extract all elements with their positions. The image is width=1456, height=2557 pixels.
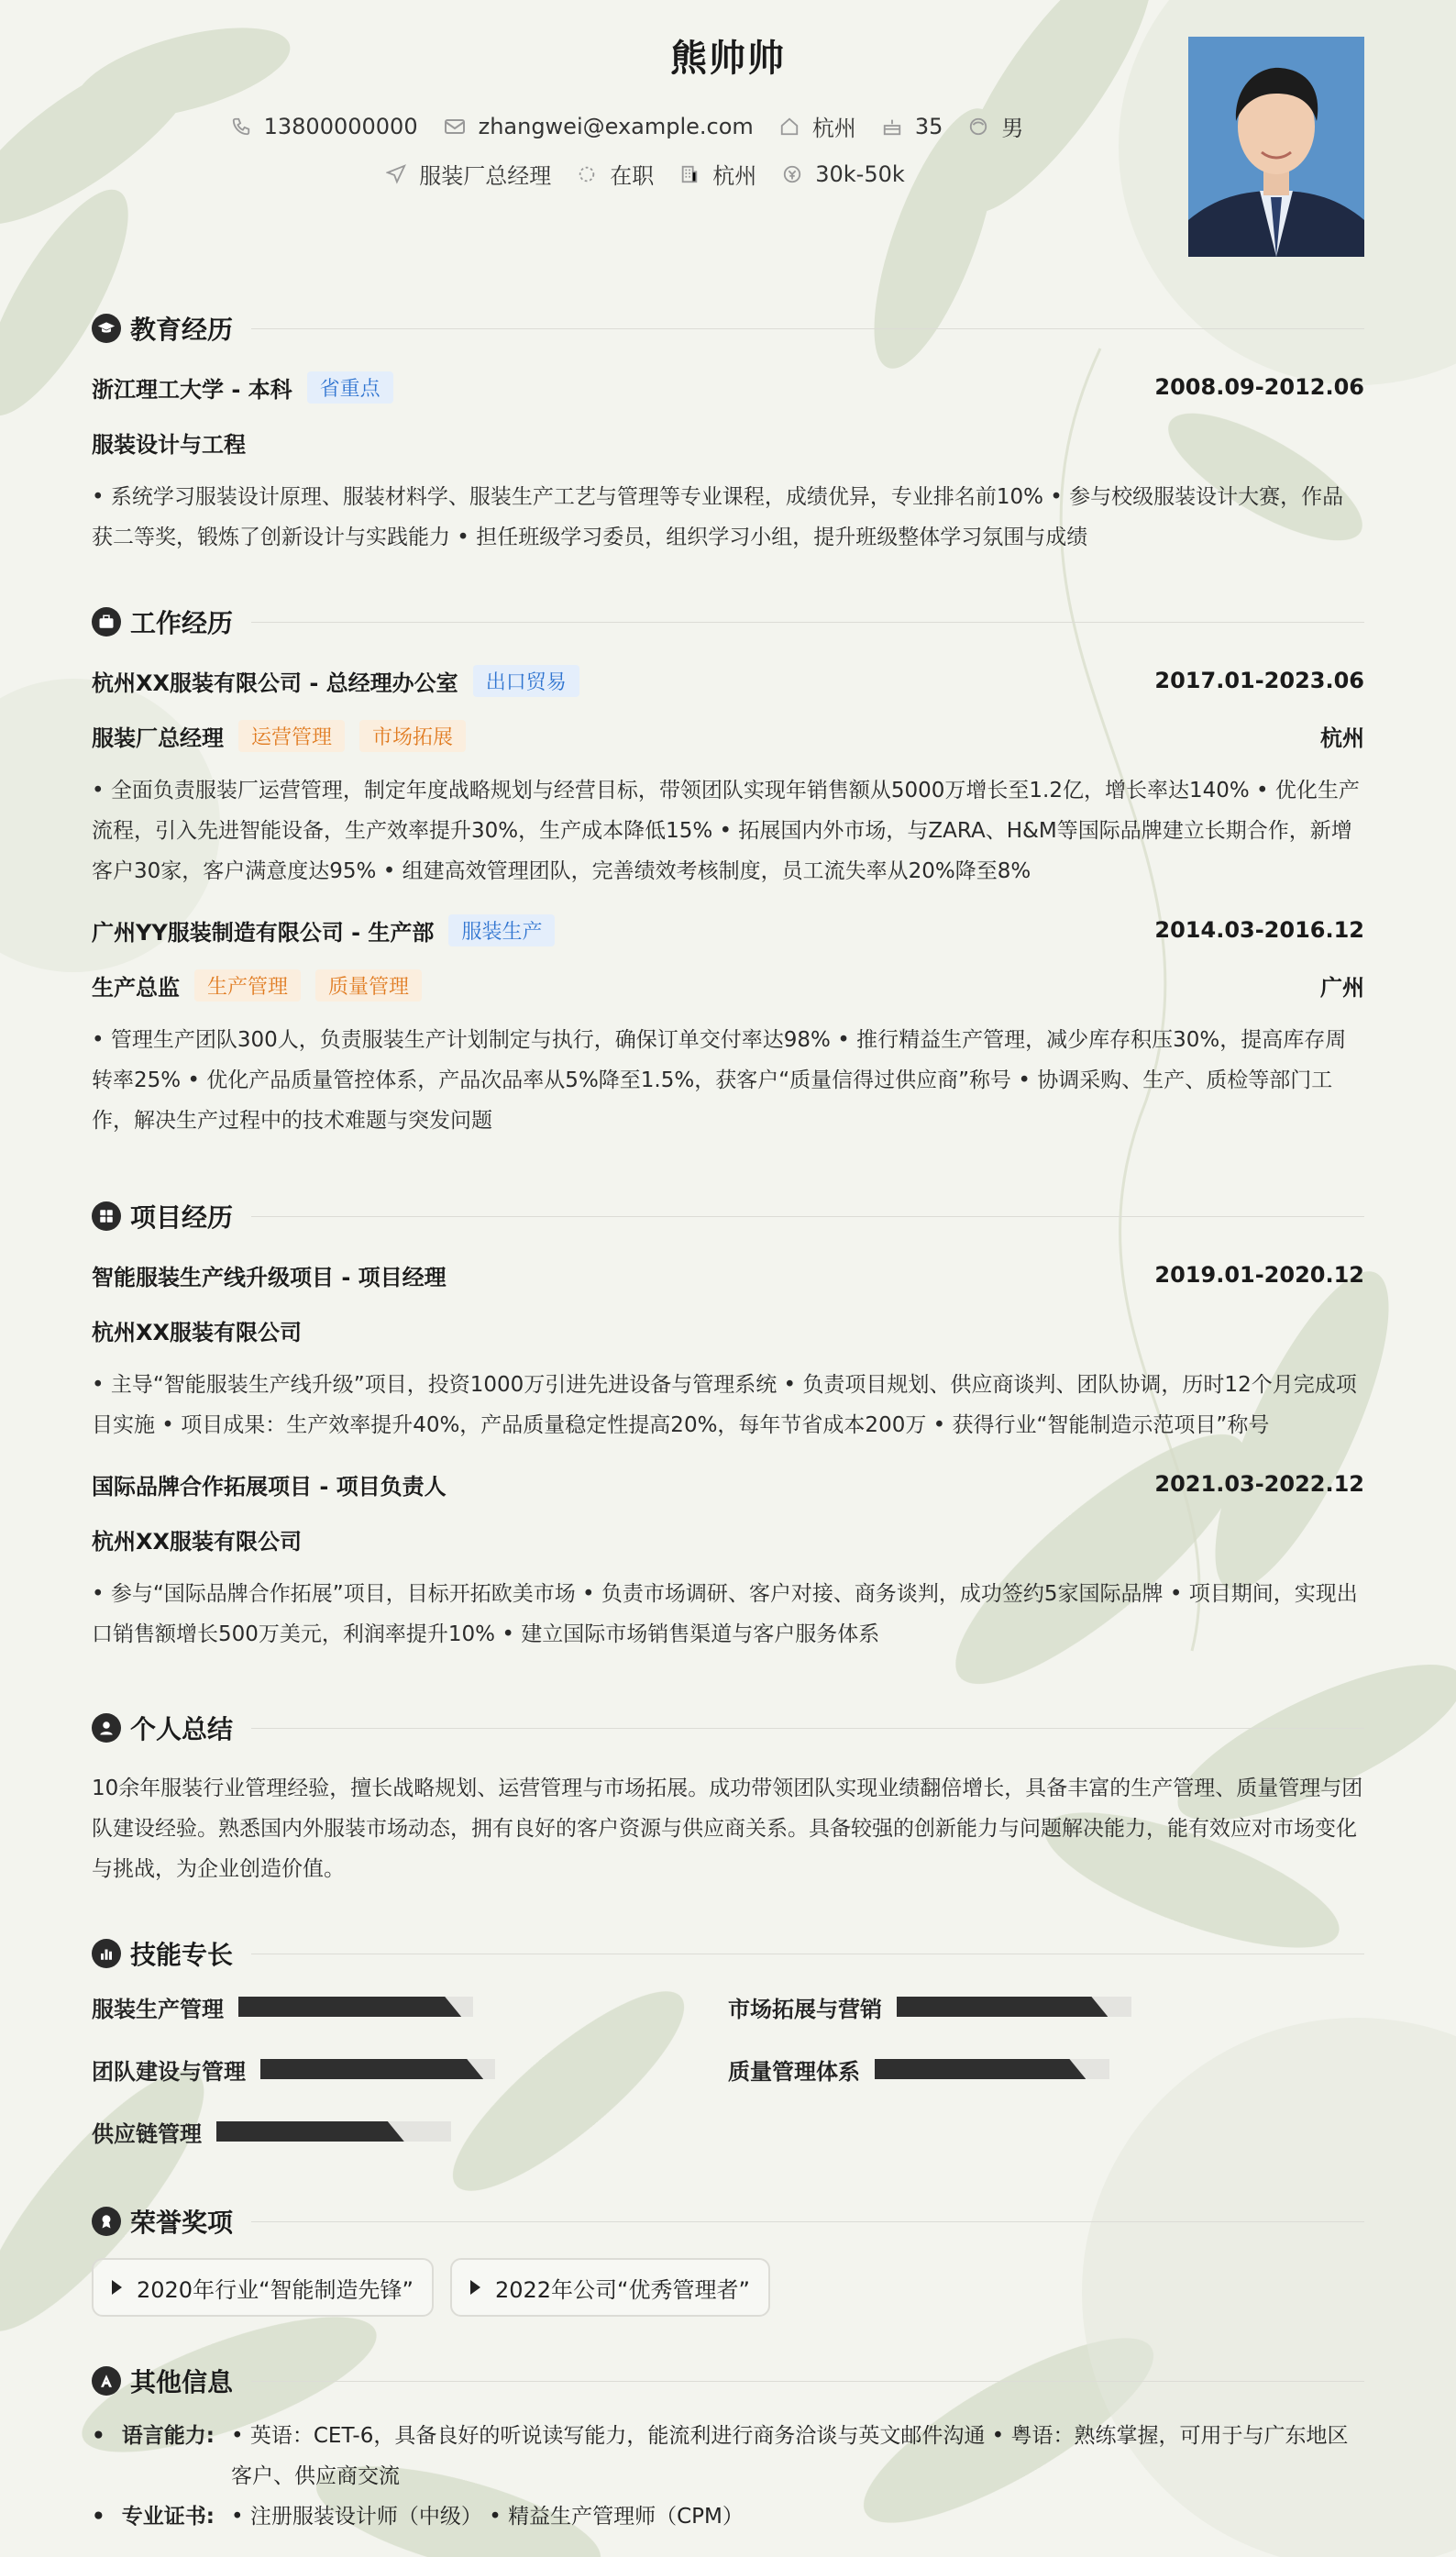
honors-list	[92, 2258, 1364, 2317]
status-info	[577, 158, 654, 190]
skill-bar-fill	[875, 2059, 1086, 2079]
money-icon	[782, 164, 802, 184]
position-name: 服装厂总经理	[92, 725, 224, 751]
skill-bar-fill	[260, 2059, 483, 2079]
skill-item	[92, 1987, 728, 2027]
other-label: • 专业证书:	[92, 2496, 231, 2537]
project-date: 2019.01-2020.12	[1154, 1262, 1364, 1288]
skills-title: 技能专长	[130, 1940, 234, 1970]
target-job-text: 服装厂总经理	[419, 163, 552, 189]
divider	[251, 328, 1364, 329]
skill-name: 市场拓展与营销	[728, 1996, 882, 2022]
company-name: 广州YY服装制造有限公司 - 生产部	[92, 919, 435, 946]
education-section-title	[92, 308, 1364, 349]
position-name: 生产总监	[92, 974, 180, 1001]
status-text: 在职	[610, 163, 655, 189]
work-city: 杭州	[1320, 725, 1364, 751]
play-triangle-icon	[112, 2280, 122, 2295]
work-city: 广州	[1320, 974, 1364, 1001]
summary-title: 个人总结	[130, 1714, 234, 1744]
project-description: • 主导“智能服装生产线升级”项目，投资1000万引进先进设备与管理系统 • 负责项目规划、供应商谈判、团队协调，历时12个月完成项目实施 • 项目成果：生产效率提升40%，产品质量稳定性提高20%，每年节省成本200万 • 获得行业“智能制造示范项目”称号	[92, 1373, 1357, 1437]
project-company-row	[92, 1519, 1364, 1559]
work-date: 2017.01-2023.06	[1154, 668, 1364, 693]
skill-item	[92, 2111, 728, 2152]
position-tag: 市场拓展	[359, 720, 466, 752]
other-item-certificate	[92, 2496, 1364, 2537]
skills-grid	[92, 1987, 1364, 2152]
project-name: 智能服装生产线升级项目 - 项目经理	[92, 1264, 447, 1290]
email-text: zhangwei@example.com	[478, 113, 754, 139]
other-label: • 语言能力:	[92, 2416, 231, 2496]
skill-bar-fill	[897, 1997, 1108, 2017]
work-title: 工作经历	[130, 608, 234, 638]
project-date: 2021.03-2022.12	[1154, 1471, 1364, 1497]
briefcase-icon	[92, 607, 121, 636]
education-major-row	[92, 422, 1364, 462]
position-tag: 质量管理	[315, 969, 422, 1002]
project-entry-header	[92, 1464, 1364, 1504]
work-position-row	[92, 715, 1364, 756]
skill-name: 团队建设与管理	[92, 2058, 246, 2085]
email-info	[444, 114, 754, 139]
work-entry-header	[92, 910, 1364, 950]
avatar-portrait-icon	[1188, 37, 1364, 257]
skills-section-title	[92, 1933, 1364, 1974]
other-section	[92, 2361, 1364, 2537]
loading-icon	[577, 164, 597, 184]
skill-bar	[238, 1997, 473, 2017]
phone-info	[231, 114, 418, 139]
divider	[251, 1216, 1364, 1217]
divider	[251, 2381, 1364, 2382]
work-section-title	[92, 602, 1364, 642]
skill-item	[728, 2049, 1364, 2089]
target-city-info	[679, 158, 756, 190]
honor-item	[450, 2258, 770, 2317]
work-section	[92, 602, 1364, 1141]
work-date: 2014.03-2016.12	[1154, 917, 1364, 943]
school-tag: 省重点	[307, 371, 393, 404]
skills-section	[92, 1933, 1364, 2152]
honor-item	[92, 2258, 434, 2317]
letter-a-icon	[92, 2366, 121, 2396]
projects-section-title	[92, 1196, 1364, 1236]
gender-icon	[968, 116, 988, 137]
cake-icon	[882, 116, 902, 137]
honors-section-title	[92, 2201, 1364, 2242]
company-tag: 服装生产	[448, 914, 555, 946]
phone-text: 13800000000	[263, 113, 418, 139]
contact-info-row	[0, 110, 1355, 142]
honors-section	[92, 2201, 1364, 2317]
phone-icon	[231, 116, 251, 137]
gender-info	[968, 110, 1023, 142]
salary-info	[782, 161, 905, 187]
target-job-info	[386, 158, 551, 190]
project-description: • 参与“国际品牌合作拓展”项目，目标开拓欧美市场 • 负责市场调研、客户对接、商务谈判，成功签约5家国际品牌 • 项目期间，实现出口销售额增长500万美元，利润率提升10% • 建立国际市场销售渠道与客户服务体系	[92, 1582, 1358, 1646]
skill-item	[728, 1987, 1364, 2027]
position-tag: 生产管理	[194, 969, 301, 1002]
skill-bar-fill	[216, 2121, 404, 2142]
other-text: • 注册服装设计师（中级） • 精益生产管理师（CPM）	[231, 2505, 744, 2529]
project-company: 杭州XX服装有限公司	[92, 1528, 303, 1555]
education-description: • 系统学习服装设计原理、服装材料学、服装生产工艺与管理等专业课程，成绩优异，专业排名前10% • 参与校级服装设计大赛，作品获二等奖，锻炼了创新设计与实践能力 • 担任班级学习委员，组织学习小组，提升班级整体学习氛围与成绩	[92, 485, 1344, 549]
building-icon	[679, 164, 700, 184]
grid-icon	[92, 1201, 121, 1231]
education-title: 教育经历	[130, 315, 234, 345]
gender-text: 男	[1001, 116, 1024, 141]
divider	[251, 2221, 1364, 2222]
work-entry-header	[92, 660, 1364, 701]
school-name: 浙江理工大学 - 本科	[92, 376, 292, 403]
honors-title: 荣誉奖项	[130, 2208, 234, 2238]
skill-bar	[216, 2121, 451, 2142]
work-description: • 管理生产团队300人，负责服装生产计划制定与执行，确保订单交付率达98% • 推行精益生产管理，减少库存积压30%，提高库存周转率25% • 优化产品质量管控体系，产品次品率从5%降至1.5%，获客户“质量信得过供应商”称号 • 协调采购、生产、质检等部门工作，解决生产过程中的技术难题与突发问题	[92, 1028, 1347, 1133]
play-triangle-icon	[470, 2280, 480, 2295]
award-icon	[92, 2207, 121, 2236]
skill-bar	[897, 1997, 1131, 2017]
skill-item	[92, 2049, 728, 2089]
skill-name: 服装生产管理	[92, 1996, 224, 2022]
summary-section	[92, 1708, 1364, 1889]
project-company: 杭州XX服装有限公司	[92, 1319, 303, 1345]
skill-bar	[875, 2059, 1109, 2079]
target-city-text: 杭州	[712, 163, 757, 189]
graduation-cap-icon	[92, 314, 121, 343]
company-tag: 出口贸易	[473, 665, 579, 697]
other-section-title	[92, 2361, 1364, 2401]
age-info	[882, 114, 943, 139]
project-entry-header	[92, 1255, 1364, 1295]
project-company-row	[92, 1310, 1364, 1350]
education-entry-header	[92, 367, 1364, 407]
skill-bar	[260, 2059, 495, 2079]
honor-text: 2022年公司“优秀管理者”	[494, 2276, 750, 2303]
project-name: 国际品牌合作拓展项目 - 项目负责人	[92, 1473, 447, 1500]
avatar	[1188, 37, 1364, 257]
skill-bar-fill	[238, 1997, 461, 2017]
summary-text: 10余年服装行业管理经验，擅长战略规划、运营管理与市场拓展。成功带领团队实现业绩翻倍增长，具备丰富的生产管理、质量管理与团队建设经验。熟悉国内外服装市场动态，拥有良好的客户资源与供应商关系。具备较强的创新能力与问题解决能力，能有效应对市场变化与挑战，为企业创造价值。	[92, 1777, 1363, 1881]
bar-chart-icon	[92, 1939, 121, 1968]
summary-section-title	[92, 1708, 1364, 1748]
skill-name: 质量管理体系	[728, 2058, 860, 2085]
major-name: 服装设计与工程	[92, 431, 246, 458]
salary-text: 30k-50k	[815, 161, 905, 187]
projects-section	[92, 1196, 1364, 1655]
other-title: 其他信息	[130, 2367, 234, 2397]
location-info	[779, 110, 856, 142]
other-text: • 英语：CET-6，具备良好的听说读写能力，能流利进行商务洽谈与英文邮件沟通 • 粤语：熟练掌握，可用于与广东地区客户、供应商交流	[231, 2424, 1349, 2488]
projects-title: 项目经历	[130, 1202, 234, 1233]
work-description: • 全面负责服装厂运营管理，制定年度战略规划与经营目标，带领团队实现年销售额从5000万增长至1.2亿，增长率达140% • 优化生产流程，引入先进智能设备，生产效率提升30%，生产成本降低15% • 拓展国内外市场，与ZARA、H&M等国际品牌建立长期合作，新增客户30家，客户满意度达95% • 组建高效管理团队，完善绩效考核制度，员工流失率从20%降至8%	[92, 779, 1360, 883]
education-date: 2008.09-2012.06	[1154, 374, 1364, 400]
user-icon	[92, 1713, 121, 1743]
job-info-row	[0, 158, 1373, 190]
send-icon	[386, 164, 406, 184]
education-section	[92, 308, 1364, 558]
honor-text: 2020年行业“智能制造先锋”	[137, 2276, 414, 2303]
home-icon	[779, 116, 800, 137]
skill-name: 供应链管理	[92, 2120, 202, 2147]
work-position-row	[92, 965, 1364, 1005]
other-item-language	[92, 2416, 1364, 2496]
position-tag: 运营管理	[238, 720, 345, 752]
candidate-name: 熊帅帅	[670, 38, 786, 80]
divider	[251, 622, 1364, 623]
divider	[251, 1728, 1364, 1729]
mail-icon	[444, 117, 466, 136]
company-name: 杭州XX服装有限公司 - 总经理办公室	[92, 670, 458, 696]
age-text: 35	[914, 113, 943, 139]
location-text: 杭州	[811, 116, 856, 141]
